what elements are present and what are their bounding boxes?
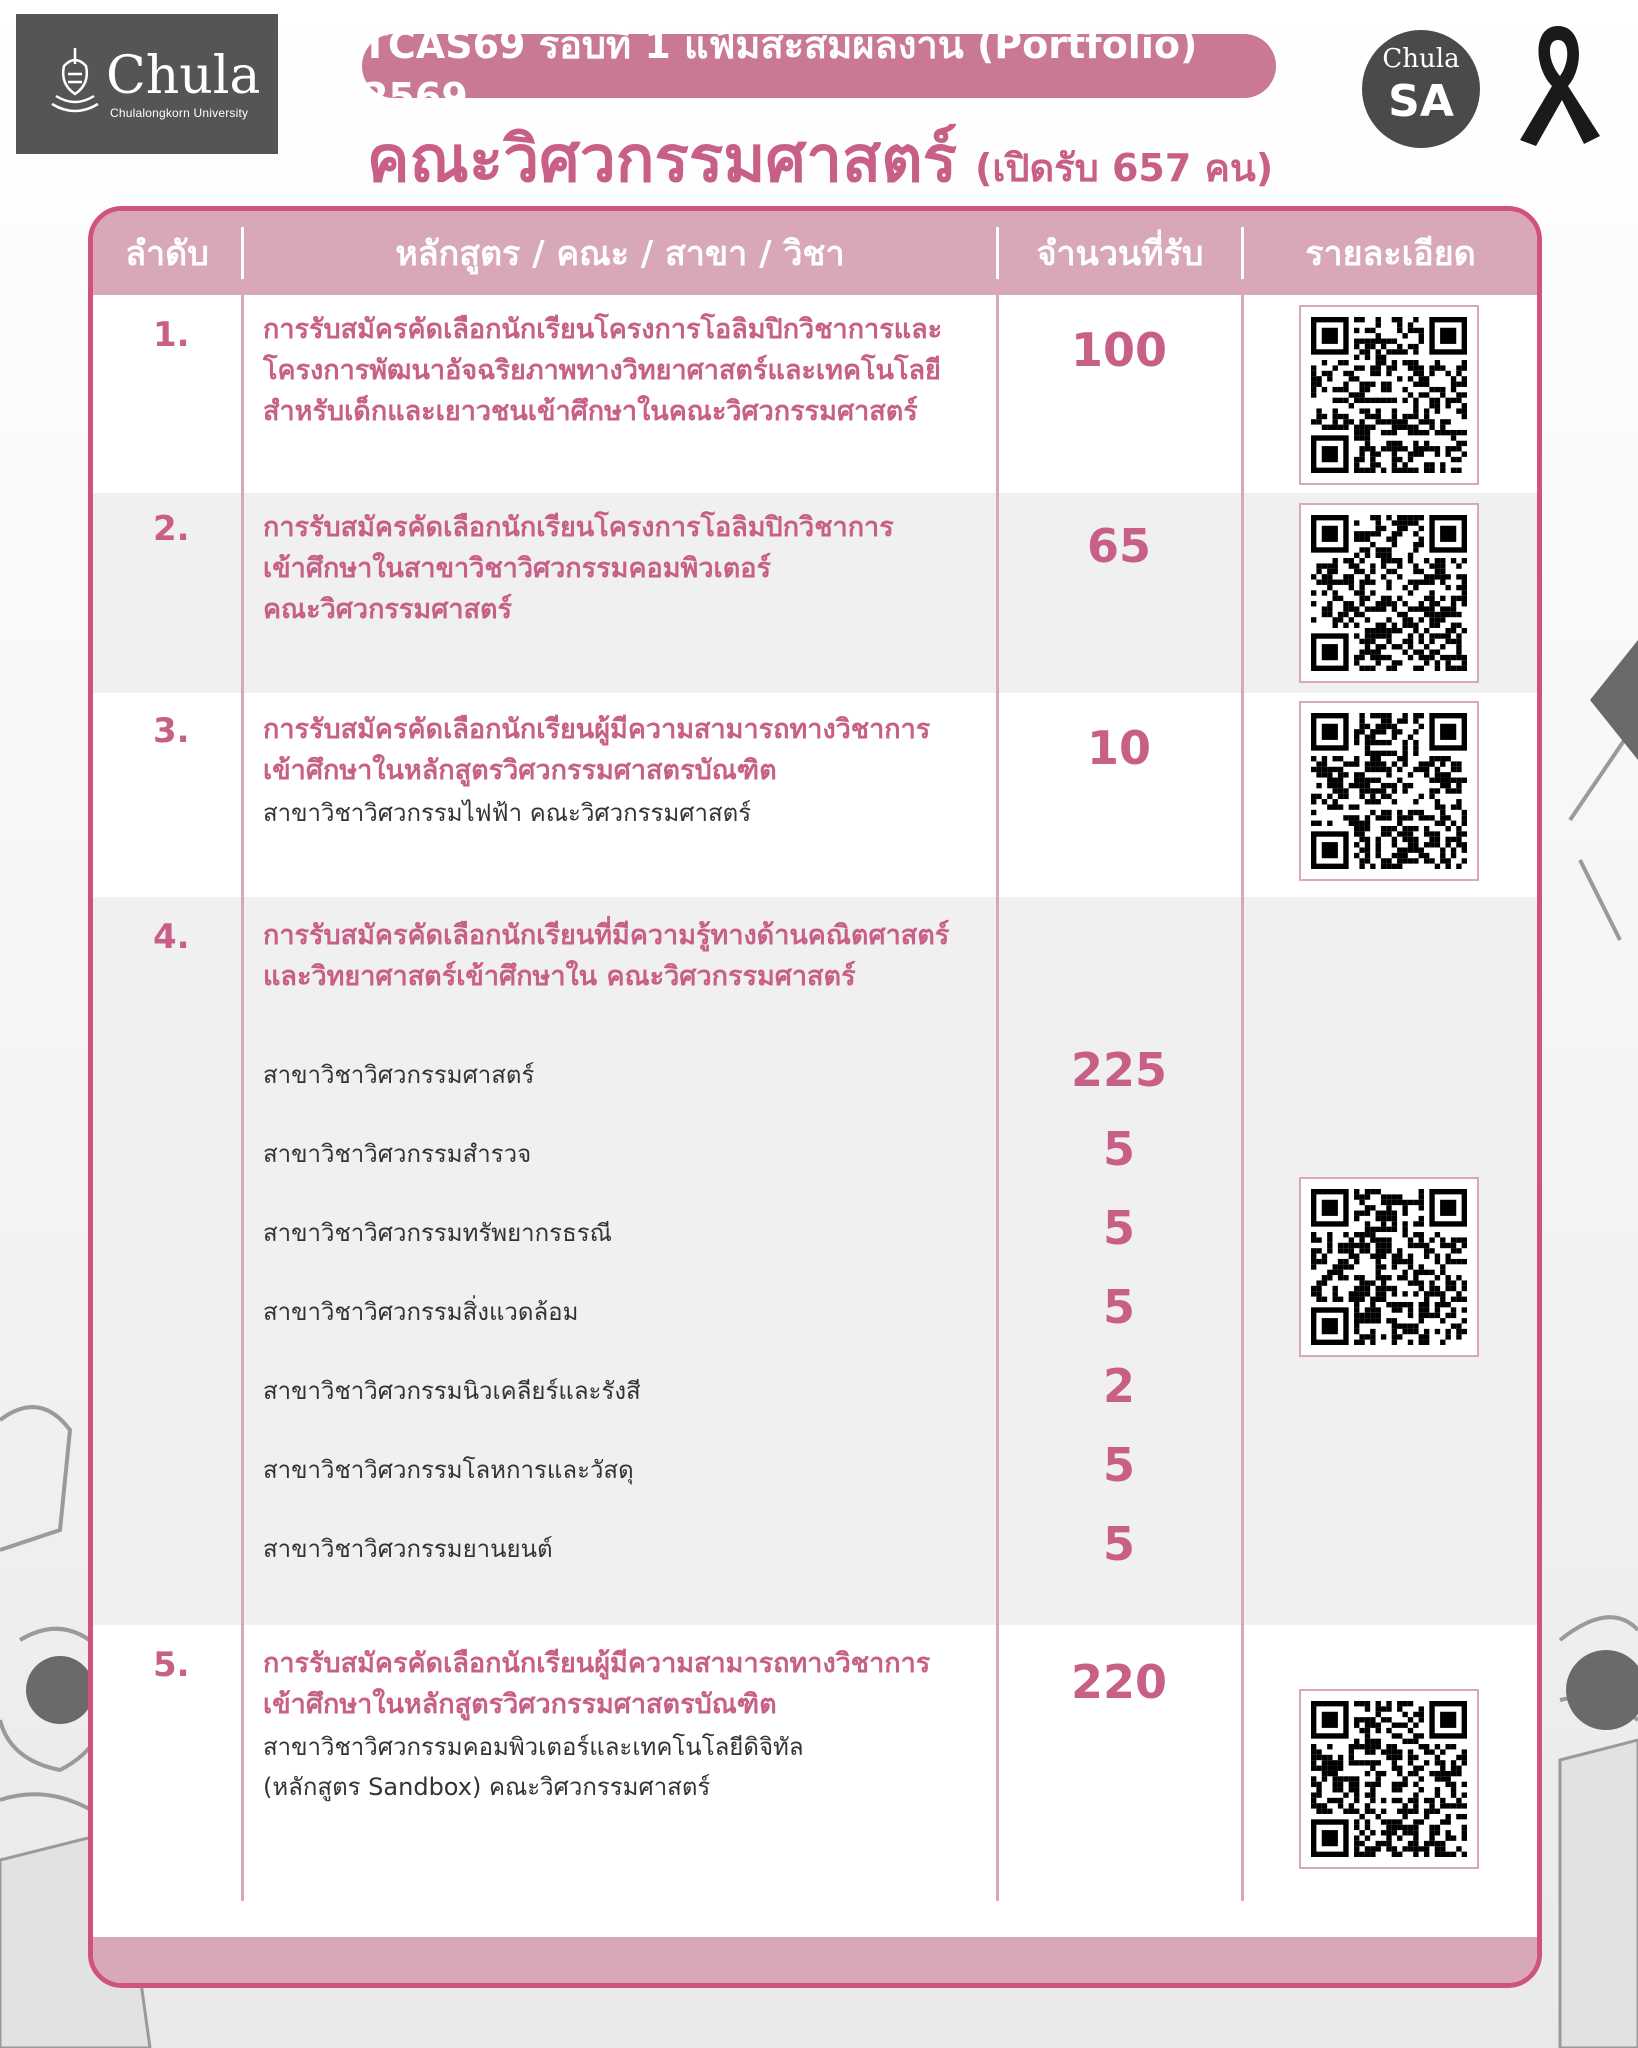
program-name	[263, 507, 1053, 630]
row-number: 4.	[153, 917, 190, 957]
program-line: เข้าศึกษาในหลักสูตรวิศวกรรมศาสตรบัณฑิต	[263, 1689, 777, 1720]
qr-code-icon	[1311, 713, 1467, 869]
program-detail: สาขาวิชาวิศวกรรมไฟฟ้า คณะวิศวกรรมศาสตร์	[263, 799, 752, 827]
program-name	[263, 915, 1053, 997]
program-line: คณะวิศวกรรมศาสตร์	[263, 594, 513, 625]
quota-value: 220	[1070, 1655, 1168, 1709]
column-divider	[241, 295, 244, 1901]
faculty-capacity: (เปิดรับ 657 คน)	[975, 146, 1274, 190]
ribbon-icon	[1512, 16, 1604, 152]
qr-code-icon	[1311, 1189, 1467, 1345]
branch-name: สาขาวิชาวิศวกรรมโลหการและวัสดุ	[263, 1456, 634, 1484]
logo-wordmark: Chula	[106, 46, 261, 106]
branch-quota: 5	[1102, 1438, 1135, 1492]
branch-quota: 5	[1102, 1201, 1135, 1255]
branch-name: สาขาวิชาวิศวกรรมสิ่งแวดล้อม	[263, 1298, 579, 1326]
branch-name: สาขาวิชาวิศวกรรมยานยนต์	[263, 1535, 553, 1563]
table-row	[93, 1625, 1537, 1901]
row-number: 3.	[153, 711, 190, 751]
qr-code-icon	[1311, 317, 1467, 473]
badge-top-text: Chula	[1382, 44, 1460, 74]
program-line: เข้าศึกษาในหลักสูตรวิศวกรรมศาสตรบัณฑิต	[263, 755, 777, 786]
branch-quota: 5	[1102, 1122, 1135, 1176]
branch-name: สาขาวิชาวิศวกรรมนิวเคลียร์และรังสี	[263, 1377, 641, 1405]
program-line: การรับสมัครคัดเลือกนักเรียนโครงการโอลิมปิกวิชาการและ	[263, 314, 943, 345]
branch-quota: 5	[1102, 1517, 1135, 1571]
table-row	[93, 897, 1537, 1625]
program-line: การรับสมัครคัดเลือกนักเรียนโครงการโอลิมปิกวิชาการ	[263, 512, 894, 543]
program-line: โครงการพัฒนาอัจฉริยภาพทางวิทยาศาสตร์และเทคโนโลยี	[263, 355, 941, 386]
program-detail	[263, 1727, 1053, 1807]
col-header-quantity: จำนวนที่รับ	[1036, 234, 1204, 274]
branch-quota: 5	[1102, 1280, 1135, 1334]
program-line: การรับสมัครคัดเลือกนักเรียนผู้มีความสามารถทางวิชาการ	[263, 714, 931, 745]
program-line: การรับสมัครคัดเลือกนักเรียนที่มีความรู้ทางด้านคณิตศาสตร์	[263, 920, 950, 951]
table-footer	[93, 1937, 1537, 1983]
qr-code[interactable]	[1299, 701, 1479, 881]
admission-table	[88, 206, 1542, 1988]
col-header-program: หลักสูตร / คณะ / สาขา / วิชา	[395, 234, 845, 274]
chula-sa-badge	[1362, 30, 1480, 148]
branch-name: สาขาวิชาวิศวกรรมทรัพยากรธรณี	[263, 1219, 612, 1247]
badge-bottom-text: SA	[1388, 76, 1454, 127]
column-divider	[1241, 295, 1244, 1901]
branch-name: สาขาวิชาวิศวกรรมศาสตร์	[263, 1061, 535, 1089]
program-name	[263, 709, 1053, 791]
row-number: 5.	[153, 1645, 190, 1685]
row-number: 1.	[153, 315, 190, 355]
branch-quota: 2	[1102, 1359, 1135, 1413]
quota-value: 100	[1070, 323, 1168, 377]
quota-value: 10	[1086, 721, 1151, 775]
qr-code[interactable]	[1299, 503, 1479, 683]
row-number: 2.	[153, 509, 190, 549]
faculty-heading	[300, 108, 1340, 210]
detail-line: สาขาวิชาวิศวกรรมคอมพิวเตอร์และเทคโนโลยีดิจิทัล	[263, 1733, 804, 1761]
branch-name: สาขาวิชาวิศวกรรมสำรวจ	[263, 1140, 532, 1168]
program-name	[263, 1643, 1053, 1725]
round-title: TCAS69 รอบที่ 1 แฟ้มสะสมผลงาน (Portfolio) 2569	[362, 34, 1276, 98]
table-row	[93, 493, 1537, 693]
column-divider	[996, 295, 999, 1901]
branch-quota: 225	[1070, 1043, 1168, 1097]
qr-code-icon	[1311, 515, 1467, 671]
qr-code[interactable]	[1299, 1177, 1479, 1357]
chula-logo	[16, 14, 278, 154]
qr-code[interactable]	[1299, 1689, 1479, 1869]
table-row	[93, 295, 1537, 493]
program-line: และวิทยาศาสตร์เข้าศึกษาใน คณะวิศวกรรมศาสตร์	[263, 961, 856, 992]
program-line: เข้าศึกษาในสาขาวิชาวิศวกรรมคอมพิวเตอร์	[263, 553, 771, 584]
program-line: สำหรับเด็กและเยาวชนเข้าศึกษาในคณะวิศวกรรมศาสตร์	[263, 396, 918, 427]
table-row	[93, 693, 1537, 897]
col-header-detail: รายละเอียด	[1305, 234, 1476, 274]
qr-code[interactable]	[1299, 305, 1479, 485]
program-line: การรับสมัครคัดเลือกนักเรียนผู้มีความสามารถทางวิชาการ	[263, 1648, 931, 1679]
detail-line: (หลักสูตร Sandbox) คณะวิศวกรรมศาสตร์	[263, 1773, 711, 1801]
chula-emblem-icon	[46, 44, 104, 122]
col-header-no: ลำดับ	[125, 234, 209, 274]
table-header	[93, 211, 1537, 295]
logo-subtitle: Chulalongkorn University	[110, 106, 249, 120]
qr-code-icon	[1311, 1701, 1467, 1857]
faculty-name: คณะวิศวกรรมศาสตร์	[366, 123, 958, 197]
quota-value: 65	[1086, 519, 1151, 573]
program-name	[263, 309, 1053, 432]
